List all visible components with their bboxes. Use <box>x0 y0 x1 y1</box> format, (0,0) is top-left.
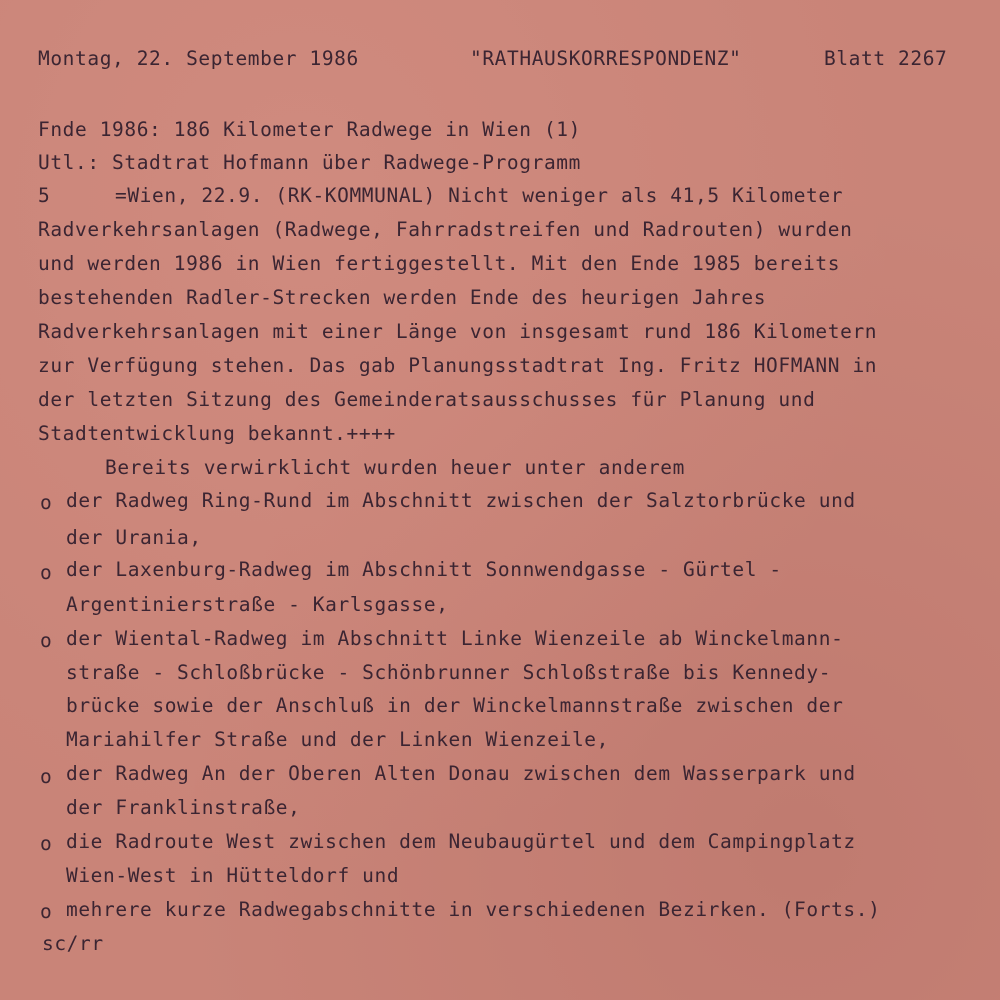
header-sheet-number: Blatt 2267 <box>824 47 948 70</box>
body-line: =Wien, 22.9. (RK-KOMMUNAL) Nicht weniger als 41,5 Kilometer <box>115 184 844 207</box>
headline: Fnde 1986: 186 Kilometer Radwege in Wien (1) <box>38 118 581 141</box>
list-item-line: der Radweg An der Oberen Alten Donau zwischen dem Wasserpark und <box>66 762 856 785</box>
body-line: bestehenden Radler-Strecken werden Ende des heurigen Jahres <box>38 286 767 309</box>
list-item-line: brücke sowie der Anschluß in der Winckelmannstraße zwischen der <box>66 694 844 717</box>
list-item-line: mehrere kurze Radwegabschnitte in verschiedenen Bezirken. (Forts.) <box>66 898 881 921</box>
list-item-line: der Wiental-Radweg im Abschnitt Linke Wienzeile ab Winckelmann- <box>66 627 844 650</box>
list-item-line: der Franklinstraße, <box>66 796 301 819</box>
header-date: Montag, 22. September 1986 <box>38 47 359 70</box>
subtitle: Utl.: Stadtrat Hofmann über Radwege-Programm <box>38 151 581 174</box>
body-line: Radverkehrsanlagen (Radwege, Fahrradstreifen und Radrouten) wurden <box>38 218 853 241</box>
list-item-line: der Urania, <box>66 526 202 549</box>
body-line: zur Verfügung stehen. Das gab Planungsstadtrat Ing. Fritz HOFMANN in <box>38 354 878 377</box>
author-initials: sc/rr <box>42 932 104 955</box>
body-line: Radverkehrsanlagen mit einer Länge von insgesamt rund 186 Kilometern <box>38 320 878 343</box>
bullet-marker: o <box>40 900 52 923</box>
list-item-line: Wien-West in Hütteldorf und <box>66 864 400 887</box>
body-line: Stadtentwicklung bekannt.++++ <box>38 422 396 445</box>
bullet-marker: o <box>40 765 52 788</box>
list-item-line: der Laxenburg-Radweg im Abschnitt Sonnwendgasse - Gürtel - <box>66 558 782 581</box>
header-publication: "RATHAUSKORRESPONDENZ" <box>470 47 742 70</box>
body-line: und werden 1986 in Wien fertiggestellt. Mit den Ende 1985 bereits <box>38 252 841 275</box>
body-line: der letzten Sitzung des Gemeinderatsausschusses für Planung und <box>38 388 816 411</box>
paragraph-marker: 5 <box>38 184 51 207</box>
bullet-marker: o <box>40 629 52 652</box>
list-item-line: Argentinierstraße - Karlsgasse, <box>66 593 449 616</box>
bullet-marker: o <box>40 491 52 514</box>
bullet-marker: o <box>40 832 52 855</box>
list-intro: Bereits verwirklicht wurden heuer unter anderem <box>105 456 685 479</box>
list-item-line: straße - Schloßbrücke - Schönbrunner Schloßstraße bis Kennedy- <box>66 661 832 684</box>
list-item-line: die Radroute West zwischen dem Neubaugürtel und dem Campingplatz <box>66 830 856 853</box>
bullet-marker: o <box>40 561 52 584</box>
list-item-line: der Radweg Ring-Rund im Abschnitt zwischen der Salztorbrücke und <box>66 489 856 512</box>
list-item-line: Mariahilfer Straße und der Linken Wienzeile, <box>66 728 609 751</box>
